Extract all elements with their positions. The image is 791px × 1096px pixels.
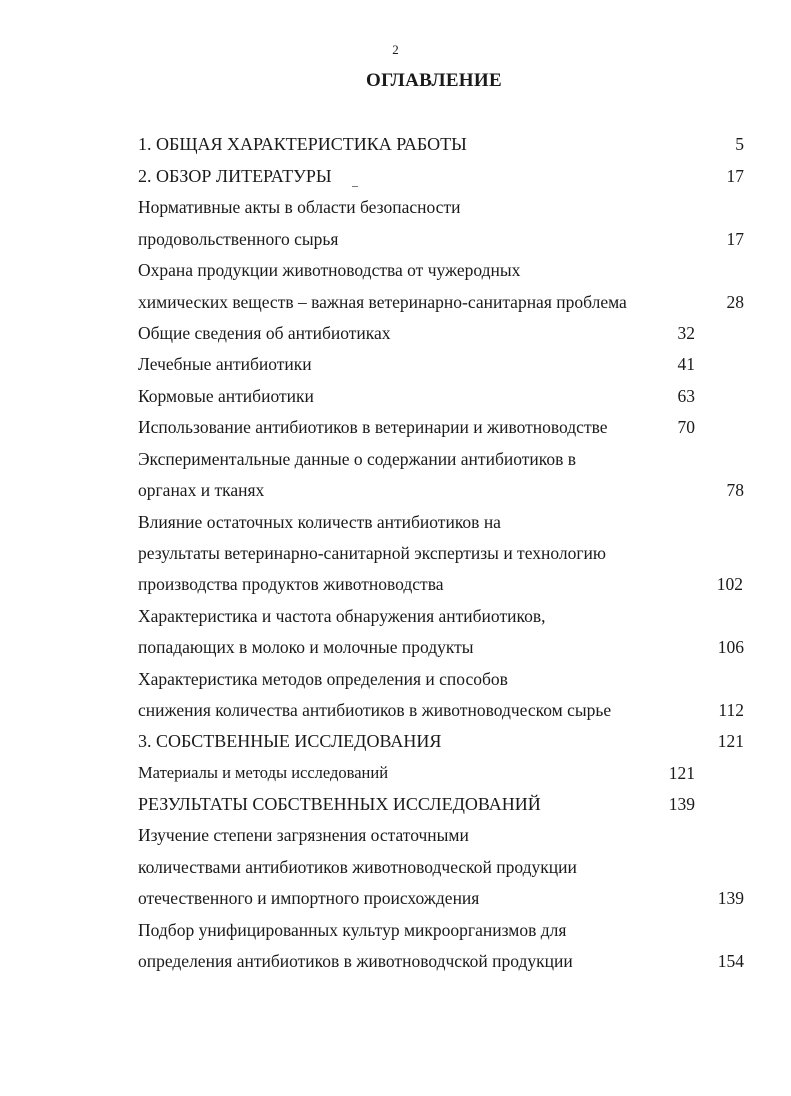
toc-entry-text: Характеристика методов определения и способов (138, 669, 508, 689)
toc-entry-page: 32 (677, 323, 695, 343)
toc-entry-text: Подбор унифицированных культур микроорганизмов для (138, 920, 567, 940)
toc-entry-page: 139 (717, 888, 744, 908)
toc-entry-page: 63 (677, 386, 695, 406)
toc-entry-text: Нормативные акты в области безопасности (138, 197, 461, 217)
toc-entry-page: 121 (717, 731, 744, 751)
toc-entry-text: определения антибиотиков в животноводчской продукции (138, 951, 573, 971)
toc-entry-page: 70 (677, 417, 695, 437)
toc-entry-text: Общие сведения об антибиотиках (138, 323, 391, 343)
toc-entry-page: 102 (716, 574, 743, 594)
toc-entry-text: Использование антибиотиков в ветеринарии и животноводстве (138, 417, 608, 437)
toc-entry-page: 17 (726, 229, 744, 249)
toc-entry-text: Изучение степени загрязнения остаточными (138, 825, 469, 845)
toc-entry-text: Влияние остаточных количеств антибиотиков на (138, 512, 501, 532)
page-number: 2 (392, 42, 399, 57)
toc-entry-text: химических веществ – важная ветеринарно-санитарная проблема (138, 292, 627, 312)
toc-entry-text: Характеристика и частота обнаружения антибиотиков, (138, 606, 546, 626)
toc-entry-page: 41 (677, 354, 695, 374)
toc-entry-page: 154 (717, 951, 744, 971)
toc-entry-page: 106 (717, 637, 744, 657)
toc-entry-text: Лечебные антибиотики (138, 354, 312, 374)
toc-entry-text: Кормовые антибиотики (138, 386, 314, 406)
pen-mark (352, 186, 358, 187)
toc-entry-text: Материалы и методы исследований (138, 763, 389, 782)
toc-entry-page: 78 (726, 480, 744, 500)
toc-entry-page: 112 (718, 700, 744, 720)
toc-entry-text: количествами антибиотиков животноводческой продукции (138, 857, 577, 877)
toc-entry-text: производства продуктов животноводства (138, 574, 444, 594)
toc-entry-text: 3. СОБСТВЕННЫЕ ИССЛЕДОВАНИЯ (138, 731, 442, 751)
toc-entry-page: 5 (735, 134, 744, 154)
toc-entry-text: РЕЗУЛЬТАТЫ СОБСТВЕННЫХ ИССЛЕДОВАНИЙ (138, 794, 541, 814)
toc-entry-text: результаты ветеринарно-санитарной экспертизы и технологию (138, 543, 606, 563)
toc-entry-text: Экспериментальные данные о содержании антибиотиков в (138, 449, 577, 469)
toc-entry-page: 139 (668, 794, 695, 814)
toc-entry-page: 28 (726, 292, 744, 312)
toc-entry-page: 17 (726, 166, 744, 186)
toc-entry-text: отечественного и импортного происхождения (138, 888, 480, 908)
page-title: ОГЛАВЛЕНИЕ (366, 70, 502, 91)
toc-entry-page: 121 (668, 763, 695, 783)
toc-entry-text: 1. ОБЩАЯ ХАРАКТЕРИСТИКА РАБОТЫ (138, 134, 467, 154)
toc-entry-text: продовольственного сырья (138, 229, 339, 249)
toc-entry-text: снижения количества антибиотиков в животноводческом сырье (138, 700, 612, 720)
toc-entry-text: попадающих в молоко и молочные продукты (138, 637, 474, 657)
toc-entry-text: Охрана продукции животноводства от чужеродных (138, 260, 521, 280)
toc-entry-text: 2. ОБЗОР ЛИТЕРАТУРЫ (138, 166, 332, 186)
toc-entry-text: органах и тканях (138, 480, 265, 500)
